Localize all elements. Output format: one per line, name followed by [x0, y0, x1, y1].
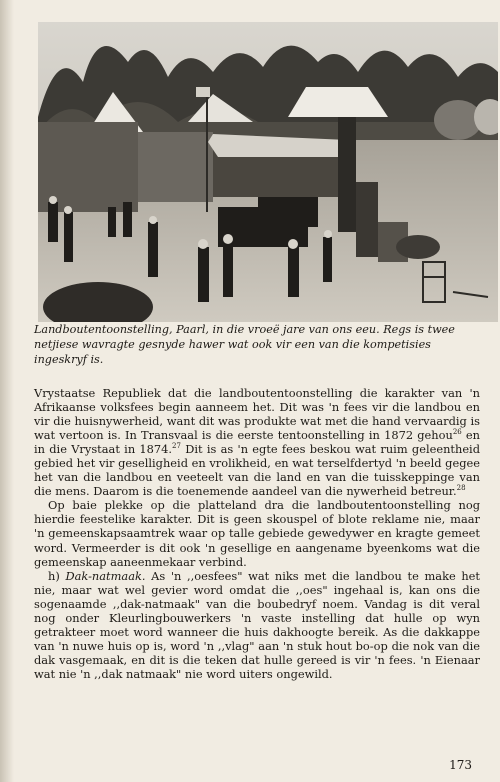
paragraph-1	[34, 386, 480, 498]
paragraph-1-part-2: en in die Vrystaat in 1874.	[34, 428, 480, 457]
section-h-text: As 'n ,,oesfees" wat niks met die landbou te make het nie, maar wat wel gevier word omdat die ,,oes" ingehaal is, kan ons die sogenaamde ,,dak-natmaak" van die boubedryf noem. Vandag is dit veral nog onder Kleurlingbouwerkers 'n vaste instelling dat hulle op wyn getrakteer moet word wanneer die huis dakhoogte bereik. As die dakkappe van 'n nuwe huis op is, word 'n ,,vlag" aan 'n stuk hout bo-op die nok van die dak vasgemaak, en dit is die teken dat hulle gereed is vir 'n fees. 'n Eienaar wat nie 'n ,,dak natmaak" nie word uiters ongewild.	[34, 568, 481, 681]
footnote-ref-28: 28	[456, 484, 466, 493]
paragraph-1-part-1: Vrystaatse Republiek dat die landboutentoonstelling die karakter van 'n Afrikaanse volksfees begin aanneem het. Dit was 'n fees vir die landbou en vir die huisnywerheid, want dit was produkte wat met die hand vervaardig is wat vertoon is. In Transvaal is die eerste tentoonstelling in 1872 gehou	[34, 386, 480, 443]
section-h-paragraph	[34, 569, 480, 681]
paragraph-2: Op baie plekke op die platteland dra die landboutentoonstelling nog hierdie feestelike karakter. Dit is geen skouspel of blote reklame nie, maar 'n gemeenskapsaamtrek waar op talle gebiede gewedywer en kragte gemeet word. Vermeerder is dit ook 'n gesellige en aangename byeenkoms wat die gemeenskap aaneenmekaar verbind.	[34, 498, 480, 569]
page-number: 173	[449, 758, 472, 772]
photo-caption: Landboutentoonstelling, Paarl, in die vroeë jare van ons eeu. Regs is twee netjiese wavragte gesnyde hawer wat ook vir een van die kompetisies ingeskryf is.	[34, 323, 455, 366]
section-h-marker: h)	[48, 568, 66, 583]
exhibition-photo	[38, 22, 498, 322]
body-text	[34, 386, 480, 681]
footnote-ref-27: 27	[172, 442, 181, 451]
paragraph-1-part-3: Dit is as 'n egte fees beskou wat ruim geleentheid gebied het vir geselligheid en vrolikheid, en wat terselfdertyd 'n beeld gegee het van die landbou en veeteelt van die land en van die tuisskeppinge van die mens. Daarom is die toenemende aandeel van die nywerheid betreur.	[34, 442, 480, 499]
page-gutter-shadow	[0, 0, 14, 782]
section-h-title: Dak-natmaak.	[65, 568, 146, 583]
footnote-ref-26: 26	[452, 428, 462, 437]
